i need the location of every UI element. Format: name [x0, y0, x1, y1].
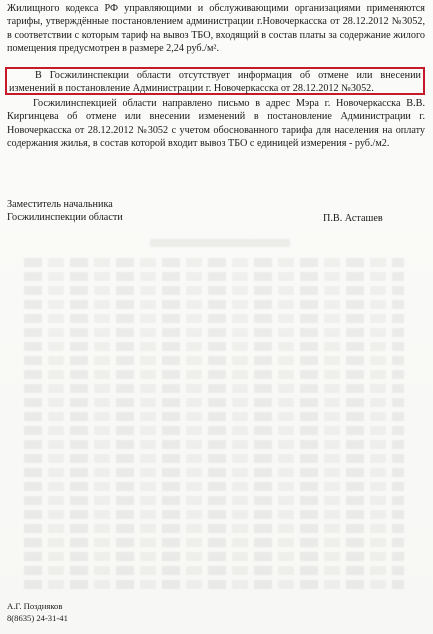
- executor-info: [7, 601, 68, 624]
- signatory-title-line1: Заместитель начальника: [7, 199, 113, 210]
- paragraph-highlighted: В Госжилинспекции области отсутствует информация об отмене или внесении изменений в постановление Администрации г. Новочеркасска от 28.12.2012 №3052.: [9, 70, 421, 95]
- signatory-title-line2: Госжилинспекции области: [7, 212, 123, 224]
- executor-phone: 8(8635) 24-31-41: [7, 612, 68, 623]
- signatory-title: [7, 198, 123, 225]
- paragraph-letter-sent: Госжилинспекцией области направлено письмо в адрес Мэра г. Новочеркасска В.В. Киргинцева об отмене или внесении изменений в постановление Администрации г. Новочеркасска от 28.12.2012 №3052 с учетом обоснованного тарифа для населения на оплату содержания жилья, в состав которой входит вывоз ТБО с единицей измерения - руб./м2.: [7, 98, 425, 150]
- executor-name: А.Г. Поздняков: [7, 601, 63, 611]
- signatory-name: П.В. Асташев: [323, 213, 383, 224]
- paragraph-tariff: Жилищного кодекса РФ управляющими и обслуживающими организациями применяются тарифы, утверждённые постановлением администрации г.Новочеркасска от 28.12.2012 №3052, в соответствии с которым тариф на вывоз ТБО, входящий в состав платы за содержание жилого помещения предусмотрен в размере 2,24 руб./м².: [7, 3, 425, 55]
- bleed-through-mark: [150, 239, 290, 247]
